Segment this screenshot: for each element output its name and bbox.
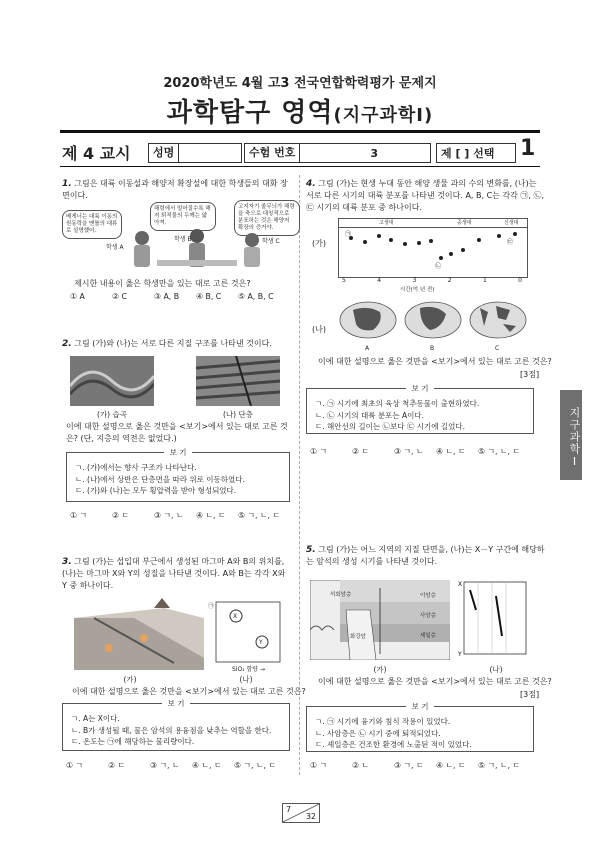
q2-choices	[70, 510, 280, 521]
q4-number: 4.	[306, 179, 316, 189]
q5-layer-3: 셰일층	[420, 633, 436, 639]
q4-choice-1[interactable]: ① ㄱ	[310, 447, 327, 456]
page-number: 1	[520, 136, 536, 161]
q2-choice-3[interactable]: ③ ㄱ, ㄴ	[154, 511, 184, 520]
students-illustration	[102, 228, 282, 272]
q1-choice-2[interactable]: ② C	[112, 292, 127, 301]
q4-choices	[310, 446, 520, 457]
q3-bogi-2: ㄴ. B가 생성될 때, 물은 암석의 용융점을 낮추는 역할을 한다.	[71, 725, 272, 735]
svg-text:㉠: ㉠	[345, 231, 352, 238]
header-rule	[60, 130, 540, 133]
q5-text	[306, 544, 546, 568]
q1-choice-4[interactable]: ④ B, C	[196, 292, 222, 301]
q5-points: [3점]	[520, 690, 540, 699]
q5-layer-4: 화강암	[350, 634, 366, 640]
title-sub: (지구과학Ⅰ)	[333, 105, 434, 126]
q1-figure	[62, 200, 294, 270]
q2-prompt: 이에 대한 설명으로 옳은 것만을 <보기>에서 있는 대로 고른 것은? (단, 지층의 역전은 없었다.)	[66, 422, 288, 443]
q4-choice-5[interactable]: ⑤ ㄱ, ㄴ, ㄷ	[478, 447, 520, 456]
q4-tick-4: 2	[447, 277, 452, 284]
exam-header-line: 2020학년도 4월 고3 전국연합학력평가 문제지	[163, 76, 437, 91]
q4-bogi-2: ㄴ. ㉡ 시기의 대륙 분포는 A이다.	[315, 410, 425, 420]
q3-text	[62, 556, 292, 592]
q3-caption-a: (가)	[123, 675, 137, 684]
q3-bogi-1: ㄱ. A는 X이다.	[71, 714, 120, 723]
q1-student-a: 학생 A	[106, 244, 124, 251]
q3-choice-4[interactable]: ④ ㄴ, ㄷ	[192, 761, 222, 770]
q3-choice-5[interactable]: ⑤ ㄱ, ㄴ, ㄷ	[234, 761, 276, 770]
title-main: 과학탐구 영역	[166, 98, 334, 128]
q4-prompt: 이에 대한 설명으로 옳은 것만을 <보기>에서 있는 대로 고른 것은?	[318, 357, 552, 366]
q2-choice-2[interactable]: ② ㄷ	[112, 511, 129, 520]
q2-text	[62, 338, 292, 350]
q2-number: 2.	[62, 339, 72, 349]
q5-layer-labels	[420, 586, 436, 646]
q4-choice-3[interactable]: ③ ㄱ, ㄴ	[394, 447, 424, 456]
q2-bogi	[66, 448, 290, 502]
q2-bogi-1: ㄱ. (가)에서는 향사 구조가 나타난다.	[75, 463, 197, 472]
q4-era-3: 신생대	[504, 220, 519, 226]
q4-tick-3: 3	[412, 277, 417, 284]
q3-bogi-3: ㄷ. 온도는 ㉠에 해당하는 물리량이다.	[71, 737, 195, 746]
q4-tick-1: 5	[342, 277, 346, 284]
column-separator	[299, 175, 301, 775]
q5-prompt: 이에 대한 설명으로 옳은 것만을 <보기>에서 있는 대로 고른 것은?	[318, 677, 552, 686]
q2-bogi-2: ㄴ. (나)에서 상반은 단층면을 따라 위로 이동하였다.	[75, 474, 245, 484]
q1-prompt: 제시한 내용이 옳은 학생만을 있는 대로 고른 것은?	[74, 279, 251, 288]
q1-text	[62, 178, 292, 202]
footer-page: 7	[286, 805, 292, 814]
q3-caption-b: (나)	[239, 675, 253, 684]
age-chart	[458, 576, 530, 662]
svg-text:X: X	[458, 581, 463, 588]
q5-choice-2[interactable]: ② ㄴ	[352, 761, 369, 770]
q4-era-1: 고생대	[379, 220, 394, 226]
q4-points: [3점]	[520, 370, 540, 379]
q3-bogi-title: 보 기	[162, 699, 191, 708]
q2-choice-5[interactable]: ⑤ ㄱ, ㄴ, ㄷ	[238, 511, 280, 520]
q5-bogi-3: ㄷ. 셰일층은 건조한 환경에 노출된 적이 있었다.	[315, 740, 472, 749]
magma-property-graph	[208, 598, 284, 668]
subject-side-tab: 지구과학Ⅰ	[560, 390, 582, 480]
q2-bogi-3: ㄷ. (가)와 (나)는 모두 횡압력을 받아 형성되었다.	[75, 486, 237, 495]
q4-map-a: A	[365, 345, 370, 352]
q1-bubble-b: 해령에서 멀어질수록 해저 퇴적물의 두께는 얇아져.	[150, 202, 216, 231]
header-rule-bottom	[60, 166, 540, 167]
q5-bogi-title: 보 기	[406, 702, 435, 711]
q4-bogi	[306, 384, 534, 434]
page-footer	[282, 803, 320, 823]
q5-bogi-2: ㄴ. 사암층은 ㉡ 시기 중에 퇴적되었다.	[315, 728, 441, 738]
q4-choice-2[interactable]: ② ㄷ	[352, 447, 369, 456]
q4-text	[306, 178, 546, 214]
q1-bubble-c: 고지자기 줄무늬가 해령을 축으로 대칭적으로 분포하는 것은 해양저 확장의 증거야.	[234, 200, 300, 236]
q2-choice-4[interactable]: ④ ㄴ, ㄷ	[196, 511, 226, 520]
svg-text:Y: Y	[458, 651, 462, 658]
session-label: 제 4 교시	[62, 144, 131, 163]
q5-stem: 그림 (가)는 어느 지역의 지질 단면을, (나)는 X－Y 구간에 해당하는 암석의 생성 시기를 나타낸 것이다.	[306, 545, 545, 566]
q4-scatter	[339, 228, 527, 276]
q4-bogi-3: ㄷ. 해안선의 길이는 ㉡보다 ㉢ 시기에 길었다.	[315, 422, 465, 431]
subduction-diagram	[74, 598, 204, 670]
fault-photo	[196, 356, 280, 406]
q2-caption-b: (나) 단층	[223, 410, 253, 419]
q4-graph	[338, 218, 528, 278]
exam-number-value: 3	[370, 146, 378, 160]
q4-bogi-1: ㄱ. ㉠ 시기에 최초의 육상 척추동물이 출현하였다.	[315, 399, 480, 408]
q4-bogi-title: 보 기	[406, 384, 435, 393]
q3-axis-x: SiO₂ 함량 →	[232, 666, 266, 673]
q5-choice-3[interactable]: ③ ㄱ, ㄷ	[394, 761, 424, 770]
q2-caption-a: (가) 습곡	[97, 410, 127, 419]
q1-choice-3[interactable]: ③ A, B	[154, 292, 180, 301]
continent-maps	[338, 300, 528, 344]
q2-choice-1[interactable]: ① ㄱ	[70, 511, 87, 520]
fold-photo	[70, 356, 154, 406]
q5-choice-5[interactable]: ⑤ ㄱ, ㄴ, ㄷ	[478, 761, 520, 770]
q4-tick-6: 0	[518, 277, 522, 284]
q4-map-b: B	[430, 345, 435, 352]
q5-layer-1: 이암층	[420, 593, 436, 599]
q1-student-b: 학생 B	[174, 236, 192, 243]
q3-stem: 그림 (가)는 섭입대 부근에서 생성된 마그마 A와 B의 위치를, (나)는 마그마 X와 Y의 성질을 나타낸 것이다. A와 B는 각각 X와 Y 중 하나이다.	[62, 557, 286, 590]
name-box	[148, 143, 242, 163]
q5-layer-2: 사암층	[420, 613, 436, 619]
q3-choice-2[interactable]: ② ㄷ	[108, 761, 125, 770]
svg-text:㉡: ㉡	[435, 263, 442, 270]
q4-caption-a: (가)	[312, 239, 326, 248]
q3-label-y: Y	[259, 639, 263, 646]
q4-tick-2: 4	[377, 277, 382, 284]
q4-ticks	[342, 277, 522, 284]
q5-layer-5: 석회암층	[330, 592, 352, 598]
q1-student-c: 학생 C	[262, 238, 280, 245]
q5-choice-4[interactable]: ④ ㄴ, ㄷ	[436, 761, 466, 770]
q3-bogi	[62, 699, 290, 751]
q1-number: 1.	[62, 179, 72, 189]
q4-era-2: 중생대	[457, 220, 472, 226]
q1-bubble-a: 베게너는 대륙 이동의 원동력을 맨틀의 대류로 설명했어.	[62, 210, 122, 239]
q4-map-c: C	[495, 345, 500, 352]
q4-choice-4[interactable]: ④ ㄴ, ㄷ	[436, 447, 466, 456]
q3-label-x: X	[233, 613, 238, 620]
footer-total: 32	[305, 812, 316, 821]
q4-axis-x: 시간(억 년 전)	[400, 287, 435, 293]
q4-tick-5: 1	[482, 277, 487, 284]
q1-stem: 그림은 대륙 이동설과 해양저 확장설에 대한 학생들의 대화 장면이다.	[62, 179, 288, 200]
q3-prompt: 이에 대한 설명으로 옳은 것만을 <보기>에서 있는 대로 고른 것은?	[72, 687, 306, 696]
q3-number: 3.	[62, 557, 72, 567]
exam-number-box	[244, 143, 431, 163]
q5-bogi-1: ㄱ. ㉠ 시기에 융기와 침식 작용이 있었다.	[315, 717, 451, 726]
q5-caption-a: (가)	[373, 665, 387, 674]
svg-text:㉢: ㉢	[507, 239, 514, 246]
q4-era-bar	[339, 219, 527, 228]
q3-choices	[66, 760, 276, 771]
page-title	[0, 92, 600, 129]
q5-choices	[310, 760, 520, 771]
q4-stem: 그림 (가)는 현생 누대 동안 해양 생물 과의 수의 변화를, (나)는 서로 다른 시기의 대륙 분포를 나타낸 것이다. A, B, C는 각각 ㉠, ㉡, ㉢ 시기의 대륙 분포 중 하나이다.	[306, 179, 545, 212]
q3-choice-3[interactable]: ③ ㄱ, ㄴ	[150, 761, 180, 770]
q4-caption-b: (나)	[312, 325, 326, 334]
svg-text:㉠: ㉠	[208, 603, 215, 610]
select-box: 제 [ ] 선택	[436, 143, 516, 163]
q2-stem: 그림 (가)와 (나)는 서로 다른 지질 구조를 나타낸 것이다.	[74, 339, 272, 348]
q2-bogi-title: 보 기	[164, 448, 193, 457]
exam-number-label: 수험 번호	[245, 144, 300, 162]
q5-bogi	[306, 702, 534, 752]
q5-choice-1[interactable]: ① ㄱ	[310, 761, 327, 770]
q1-choice-5[interactable]: ⑤ A, B, C	[238, 292, 274, 301]
q1-choices	[70, 292, 280, 301]
q1-choice-1[interactable]: ① A	[70, 292, 85, 301]
q3-choice-1[interactable]: ① ㄱ	[66, 761, 83, 770]
q5-caption-b: (나)	[489, 665, 503, 674]
name-label: 성명	[149, 144, 179, 162]
q5-number: 5.	[306, 545, 316, 555]
